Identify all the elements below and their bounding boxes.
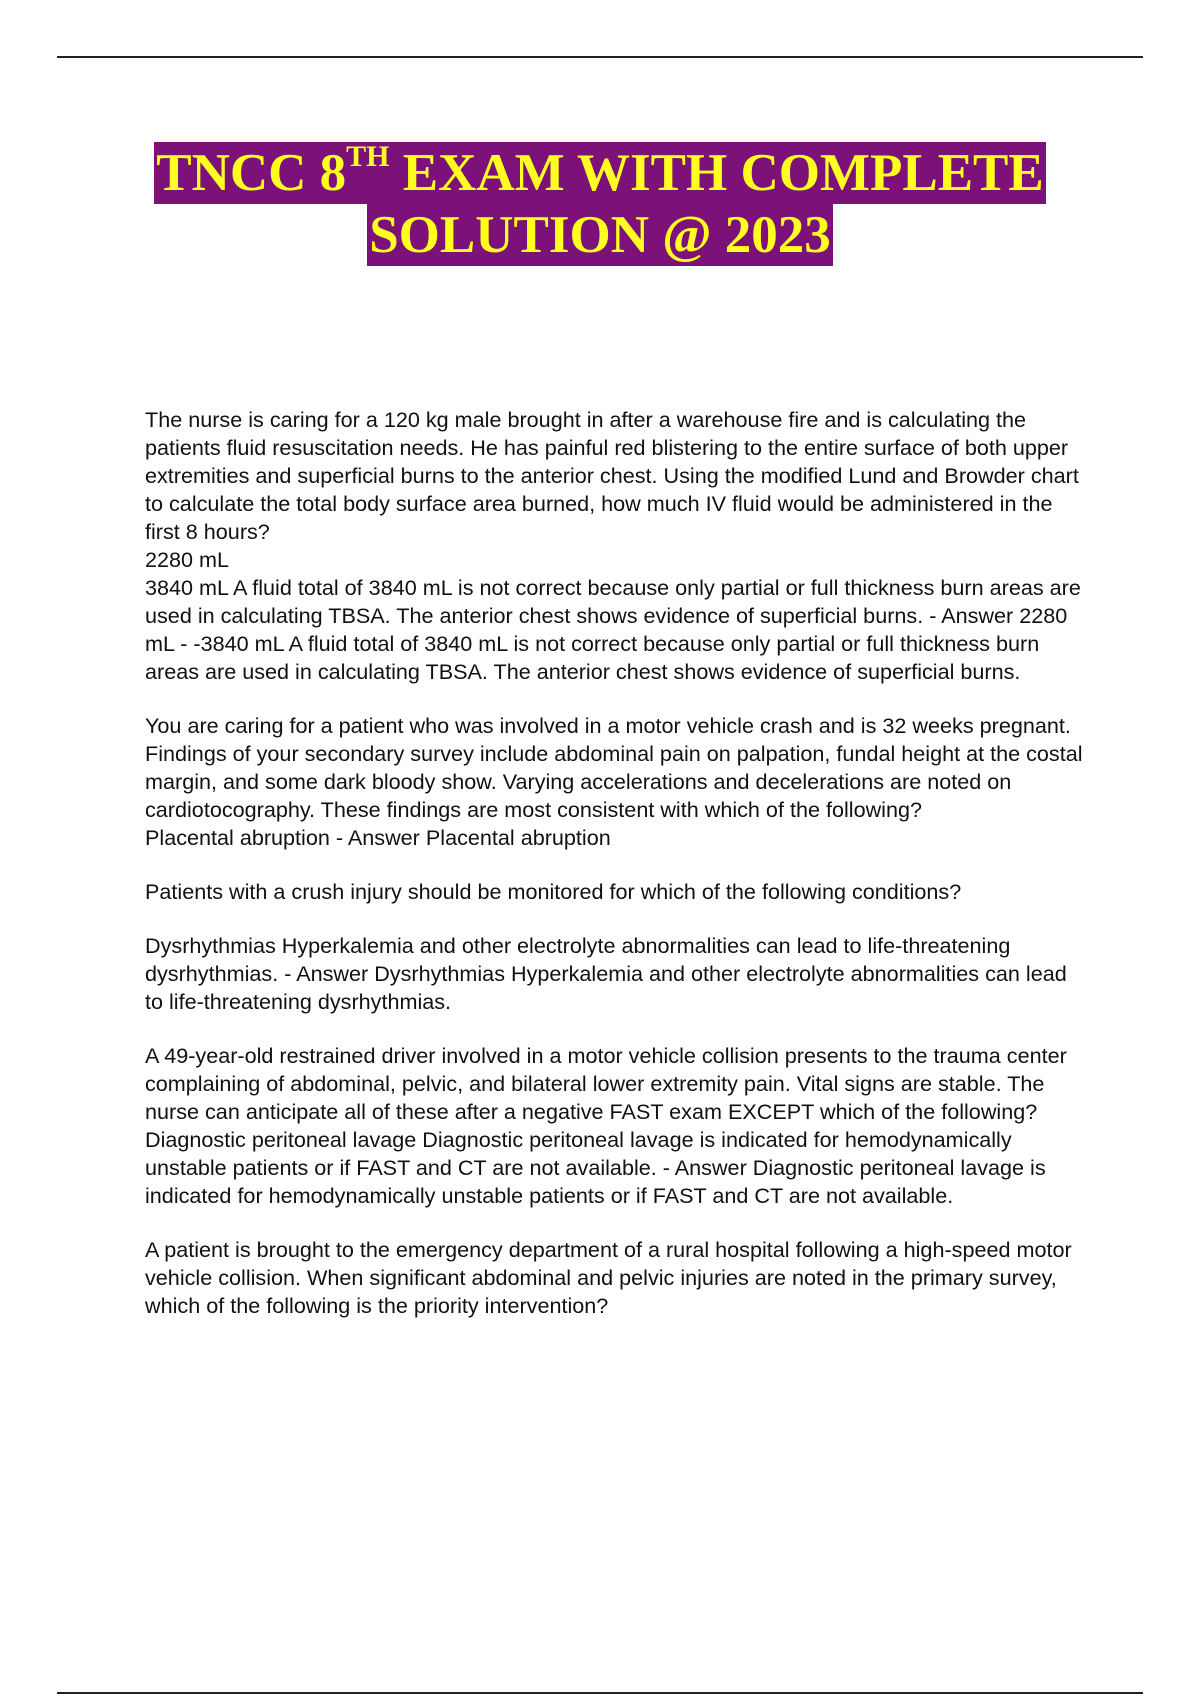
title-line-1 <box>154 142 1046 204</box>
title-text-b: EXAM WITH COMPLETE <box>389 144 1044 202</box>
answer-text: Dysrhythmias Hyperkalemia and other electrolyte abnormalities can lead to life-threatening dysrhythmias. - Answer Dysrhythmias Hyperkalemia and other electrolyte abnormalities can lead to life-threatening dysrhythmias. <box>145 933 1067 1014</box>
page-title <box>0 142 1200 266</box>
qa-item-1 <box>145 406 1085 686</box>
qa-item-3 <box>145 878 1085 1016</box>
answer-text: Placental abruption - Answer Placental abruption <box>145 825 611 850</box>
title-text-a: TNCC 8 <box>156 144 347 202</box>
answer-text: 3840 mL A fluid total of 3840 mL is not correct because only partial or full thickness burn areas are used in calculating TBSA. The anterior chest shows evidence of superficial burns. - Answer 2280 mL - -3840 mL A fluid total of 3840 mL is not correct because only partial or full thickness burn areas are used in calculating TBSA. The anterior chest shows evidence of superficial burns. <box>145 575 1081 684</box>
document-body <box>145 406 1085 1346</box>
question-text: A 49-year-old restrained driver involved in a motor vehicle collision presents to the trauma center complaining of abdominal, pelvic, and bilateral lower extremity pain. Vital signs are stable. The nurse can anticipate all of these after a negative FAST exam EXCEPT which of the following? <box>145 1043 1067 1124</box>
title-superscript: TH <box>346 140 390 173</box>
answer-option: 2280 mL <box>145 547 230 572</box>
question-text: You are caring for a patient who was involved in a motor vehicle crash and is 32 weeks pregnant. Findings of your secondary survey include abdominal pain on palpation, fundal height at the costal margin, and some dark bloody show. Varying accelerations and decelerations are noted on cardiotocography. These findings are most consistent with which of the following? <box>145 713 1083 822</box>
question-text: The nurse is caring for a 120 kg male brought in after a warehouse fire and is calculating the patients fluid resuscitation needs. He has painful red blistering to the entire surface of both upper extremities and superficial burns to the anterior chest. Using the modified Lund and Browder chart to calculate the total body surface area burned, how much IV fluid would be administered in the first 8 hours? <box>145 407 1079 544</box>
answer-text: Diagnostic peritoneal lavage Diagnostic peritoneal lavage is indicated for hemodynamically unstable patients or if FAST and CT are not available. - Answer Diagnostic peritoneal lavage is indicated for hemodynamically unstable patients or if FAST and CT are not available. <box>145 1127 1046 1208</box>
top-rule <box>57 56 1143 58</box>
qa-item-4 <box>145 1042 1085 1210</box>
question-text: A patient is brought to the emergency department of a rural hospital following a high-speed motor vehicle collision. When significant abdominal and pelvic injuries are noted in the primary survey, which of the following is the priority intervention? <box>145 1237 1072 1318</box>
title-line-2: SOLUTION @ 2023 <box>369 206 831 264</box>
qa-item-5 <box>145 1236 1085 1320</box>
question-text: Patients with a crush injury should be monitored for which of the following conditions? <box>145 879 962 904</box>
qa-item-2 <box>145 712 1085 852</box>
bottom-rule <box>57 1692 1143 1694</box>
